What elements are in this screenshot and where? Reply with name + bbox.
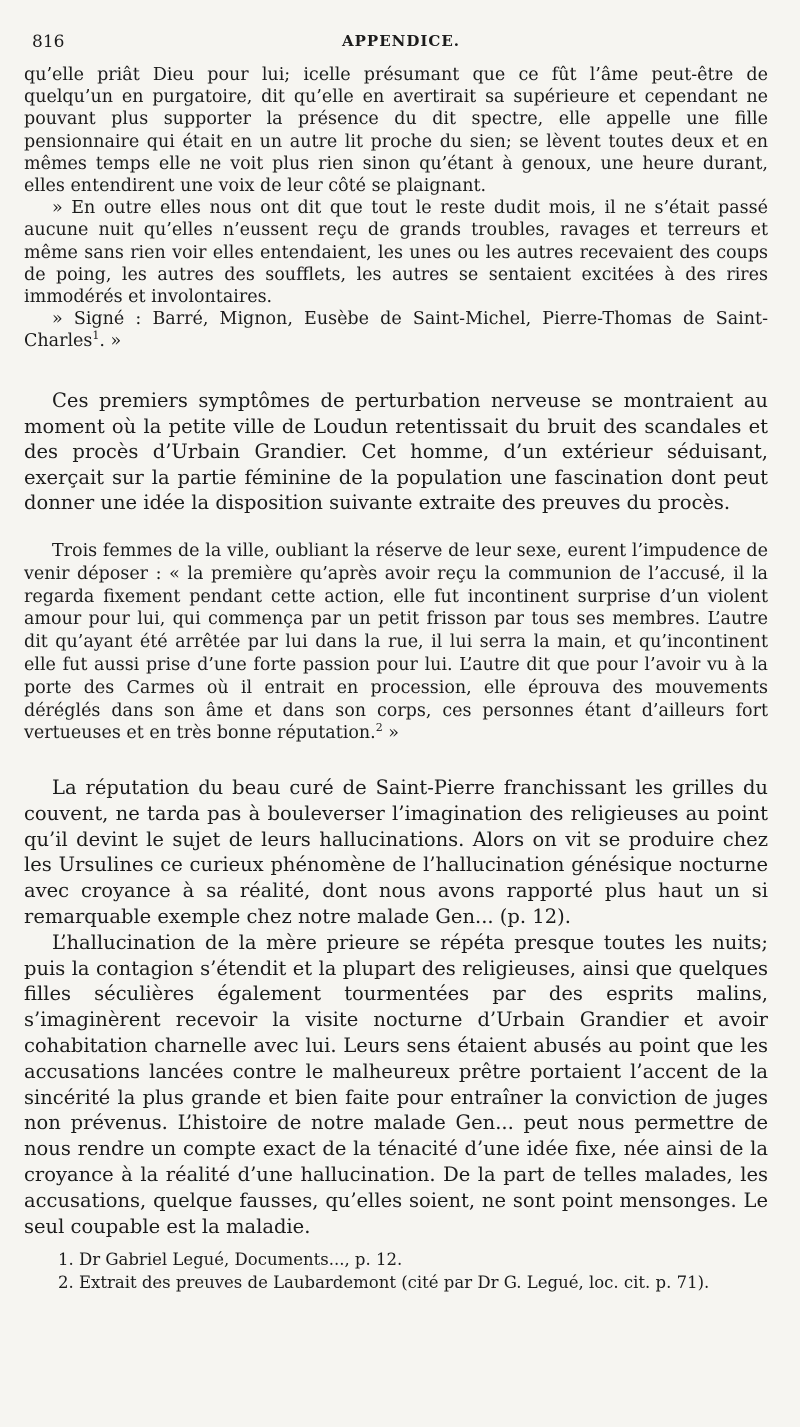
quote-close: . »	[99, 331, 122, 352]
running-title: APPENDICE.	[342, 32, 460, 50]
paragraph: » En outre elles nous ont dit que tout le reste dudit mois, il ne s’était passé aucune nuit qu’elles n’eussent reçu de grands troubles, ravages et terreurs et même sans rien voir elles entendaient, les unes ou les autres recevaient des coups de poing, les autres des soufflets, les autres se sentaient excitées à des rires immodérés et involontaires.	[24, 198, 768, 308]
footnote-2: 2. Extrait des preuves de Laubardemont (cité par Dr G. Legué, loc. cit. p. 71).	[58, 1273, 710, 1292]
paragraph: qu’elle priât Dieu pour lui; icelle présumant que ce fût l’âme peut-être de quelqu’un en purgatoire, dit qu’elle en avertirait sa supérieure et cependant ne pouvant plus supporter la présence du dit spectre, elle appelle une fille pensionnaire qui était en un autre lit proche du sien; se lèvent toutes deux et en mêmes temps elle ne voit plus rien sinon qu’étant à genoux, une heure durant, elles entendirent une voix de leur côté se plaignant.	[24, 65, 768, 197]
paragraph: L’hallucination de la mère prieure se répéta presque toutes les nuits; puis la contagion s’étendit et la plupart des religieuses, ainsi que quelques filles séculières également tourmentées par des esprits malins, s’imaginèrent recevoir la visite nocturne d’Urbain Grandier et avoir cohabitation charnelle avec lui. Leurs sens étaient abusés au point que les accusations lancées contre le malheureux prêtre portaient l’accent de la sincérité la plus grande et bien faite pour entraîner la conviction de juges non prévenus. L’histoire de notre malade Gen... peut nous permettre de nous rendre un compte exact de la ténacité d’une idée fixe, née ainsi de la croyance à la réalité d’une hallucination. De la part de telles malades, les accusations, quelque fausses, qu’elles soient, ne sont point mensonges. Le seul coupable est la maladie.	[24, 930, 768, 1238]
quoted-report-continuation	[24, 64, 768, 353]
footnote-ref: 2	[375, 721, 383, 735]
signature-text: » Signé : Barré, Mignon, Eusèbe de Saint-Michel, Pierre-Thomas de Saint-Charles	[24, 309, 768, 352]
paragraph: Ces premiers symptômes de perturbation nerveuse se montraient au moment où la petite ville de Loudun retentissait du bruit des scandales et des procès d’Urbain Grandier. Cet homme, d’un extérieur séduisant, exerçait sur la partie féminine de la population une fascination dont peut donner une idée la disposition suivante extraite des preuves du procès.	[24, 389, 768, 515]
deposition-text: Trois femmes de la ville, oubliant la réserve de leur sexe, eurent l’impudence de venir déposer : « la première qu’après avoir reçu la communion de l’accusé, il la regarda fixement pendant cette action, elle fut incontinent surprise d’un violent amour pour lui, qui commença par un petit frisson par tous ses membres. L’autre dit qu’ayant été arrêtée par lui dans la rue, il lui serra la main, et qu’incontinent elle fut aussi prise d’une forte passion pour lui. L’autre dit que pour l’avoir vu à la porte des Carmes où il entrait en procession, elle éprouva des mouvements déréglés dans son âme et dans son corps, ces personnes étant d’ailleurs fort vertueuses et en très bonne réputation.	[24, 541, 768, 744]
paragraph: La réputation du beau curé de Saint-Pierre franchissant les grilles du couvent, ne tarda pas à bouleverser l’imagination des religieuses au point qu’il devint le sujet de leurs hallucinations. Alors on vit se produire chez les Ursulines ce curieux phénomène de l’hallucination génésique nocturne avec croyance à sa réalité, dont nous avons rapporté plus haut un si remarquable exemple chez notre malade Gen... (p. 12).	[24, 776, 768, 928]
footnote-1: 1. Dr Gabriel Legué, Documents..., p. 12.	[58, 1250, 403, 1269]
footnote-ref: 1	[92, 329, 100, 343]
footnotes	[58, 1248, 760, 1294]
signature-paragraph	[24, 308, 768, 352]
page-number: 816	[32, 32, 65, 52]
deposition-quote	[24, 540, 768, 745]
narrative-block	[24, 775, 768, 1239]
narrative-block	[24, 388, 768, 516]
quote-close: »	[382, 723, 399, 744]
paragraph	[24, 540, 768, 745]
page-header	[32, 32, 770, 56]
